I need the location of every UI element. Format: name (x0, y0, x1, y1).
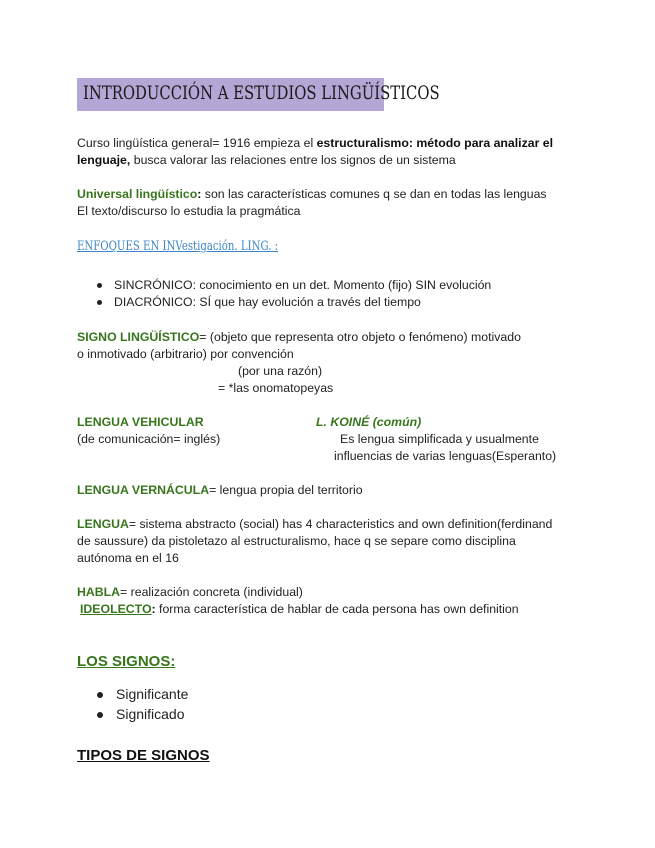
vehicular-term: LENGUA VEHICULAR (77, 415, 204, 429)
signo-desc-c: (por una razón) (238, 364, 323, 378)
list-item-significado (97, 704, 185, 724)
vehicular-desc-line (77, 431, 220, 448)
habla-term: HABLA (77, 585, 121, 599)
list-item-diacronico (97, 294, 421, 311)
paragraph-curso-line1 (77, 135, 553, 152)
list-item-text: Significado (116, 706, 185, 722)
ideolecto-colon: : (151, 602, 156, 616)
tipos-heading-wrap (77, 747, 210, 765)
lengua-term: LENGUA (77, 517, 129, 531)
pragmatica-text: El texto/discurso lo estudia la pragmática (77, 204, 301, 218)
vernacula-term: LENGUA VERNÁCULA (77, 483, 210, 497)
vernacula-line (77, 482, 363, 499)
bullet-icon (97, 692, 103, 698)
koine-term: L. KOINÉ (común) (316, 415, 422, 429)
list-item-text: DIACRÓNICO: SÍ que hay evolución a través del tiempo (114, 295, 421, 309)
signo-desc-d: = *las onomatopeyas (218, 381, 334, 395)
vernacula-desc: = lengua propia del territorio (209, 483, 363, 497)
tipos-heading: TIPOS DE SIGNOS (77, 747, 210, 764)
universal-colon: : (197, 187, 202, 201)
koine-desc-b: influencias de varias lenguas(Esperanto) (334, 449, 557, 463)
p1-text-b: estructuralismo: método para analizar el (316, 136, 554, 150)
lengua-line1 (77, 516, 552, 533)
signo-term: SIGNO LINGÜÍSTICO (77, 330, 200, 344)
signo-desc-a: = (objeto que representa otro objeto o fenómeno) motivado (199, 330, 521, 344)
universal-desc: son las características comunes q se dan en todas las lenguas (201, 187, 547, 201)
list-item-sincronico (97, 277, 491, 294)
koine-desc-a: Es lengua simplificada y usualmente (340, 432, 539, 446)
signo-line3 (238, 363, 322, 380)
signo-desc-b: o inmotivado (arbitrario) por convención (77, 347, 294, 361)
koine-desc-line1 (340, 431, 539, 448)
paragraph-curso-line2 (77, 152, 456, 169)
p1-text-c: lenguaje, (77, 153, 131, 167)
lengua-desc-b: de saussure) da pistoletazo al estructuralismo, hace q se separe como disciplina (77, 534, 516, 548)
signo-line4 (218, 380, 333, 397)
list-item-text: Significante (116, 686, 189, 702)
vehicular-term-line (77, 414, 204, 431)
lengua-line2 (77, 533, 516, 550)
universal-term: Universal lingüístico (77, 187, 198, 201)
paragraph-universal-line2 (77, 203, 301, 220)
bullet-icon (97, 712, 103, 718)
habla-desc: = realización concreta (individual) (120, 585, 303, 599)
koine-term-line (316, 414, 421, 431)
habla-line (77, 584, 303, 601)
lengua-desc-a: = sistema abstracto (social) has 4 characteristics and own definition(ferdinand (128, 517, 553, 531)
list-item-text: SINCRÓNICO: conocimiento en un det. Momento (fijo) SIN evolución (114, 278, 492, 292)
p1-text-a: Curso lingüística general= 1916 empieza el (77, 136, 317, 150)
bullet-icon (97, 283, 102, 288)
bullet-icon (97, 300, 102, 305)
paragraph-universal-line1 (77, 186, 547, 203)
enfoques-heading-wrap (77, 239, 335, 254)
ideolecto-line (80, 601, 519, 618)
lengua-line3 (77, 550, 179, 567)
page-title: INTRODUCCIÓN A ESTUDIOS LINGÜÍSTICOS (83, 82, 440, 104)
ideolecto-desc: forma característica de hablar de cada persona has own definition (155, 602, 519, 616)
signo-line1 (77, 329, 521, 346)
lengua-desc-c: autónoma en el 16 (77, 551, 179, 565)
list-item-significante (97, 684, 188, 704)
title-highlight (77, 78, 440, 111)
enfoques-heading: ENFOQUES EN INVestigación. LING. : (77, 239, 279, 254)
vehicular-desc: (de comunicación= inglés) (77, 432, 221, 446)
los-signos-heading-wrap (77, 653, 175, 671)
p1-text-d: busca valorar las relaciones entre los signos de un sistema (130, 153, 456, 167)
koine-desc-line2 (334, 448, 556, 465)
signo-line2 (77, 346, 294, 363)
los-signos-heading: LOS SIGNOS: (77, 653, 176, 670)
ideolecto-term: IDEOLECTO (80, 602, 152, 616)
